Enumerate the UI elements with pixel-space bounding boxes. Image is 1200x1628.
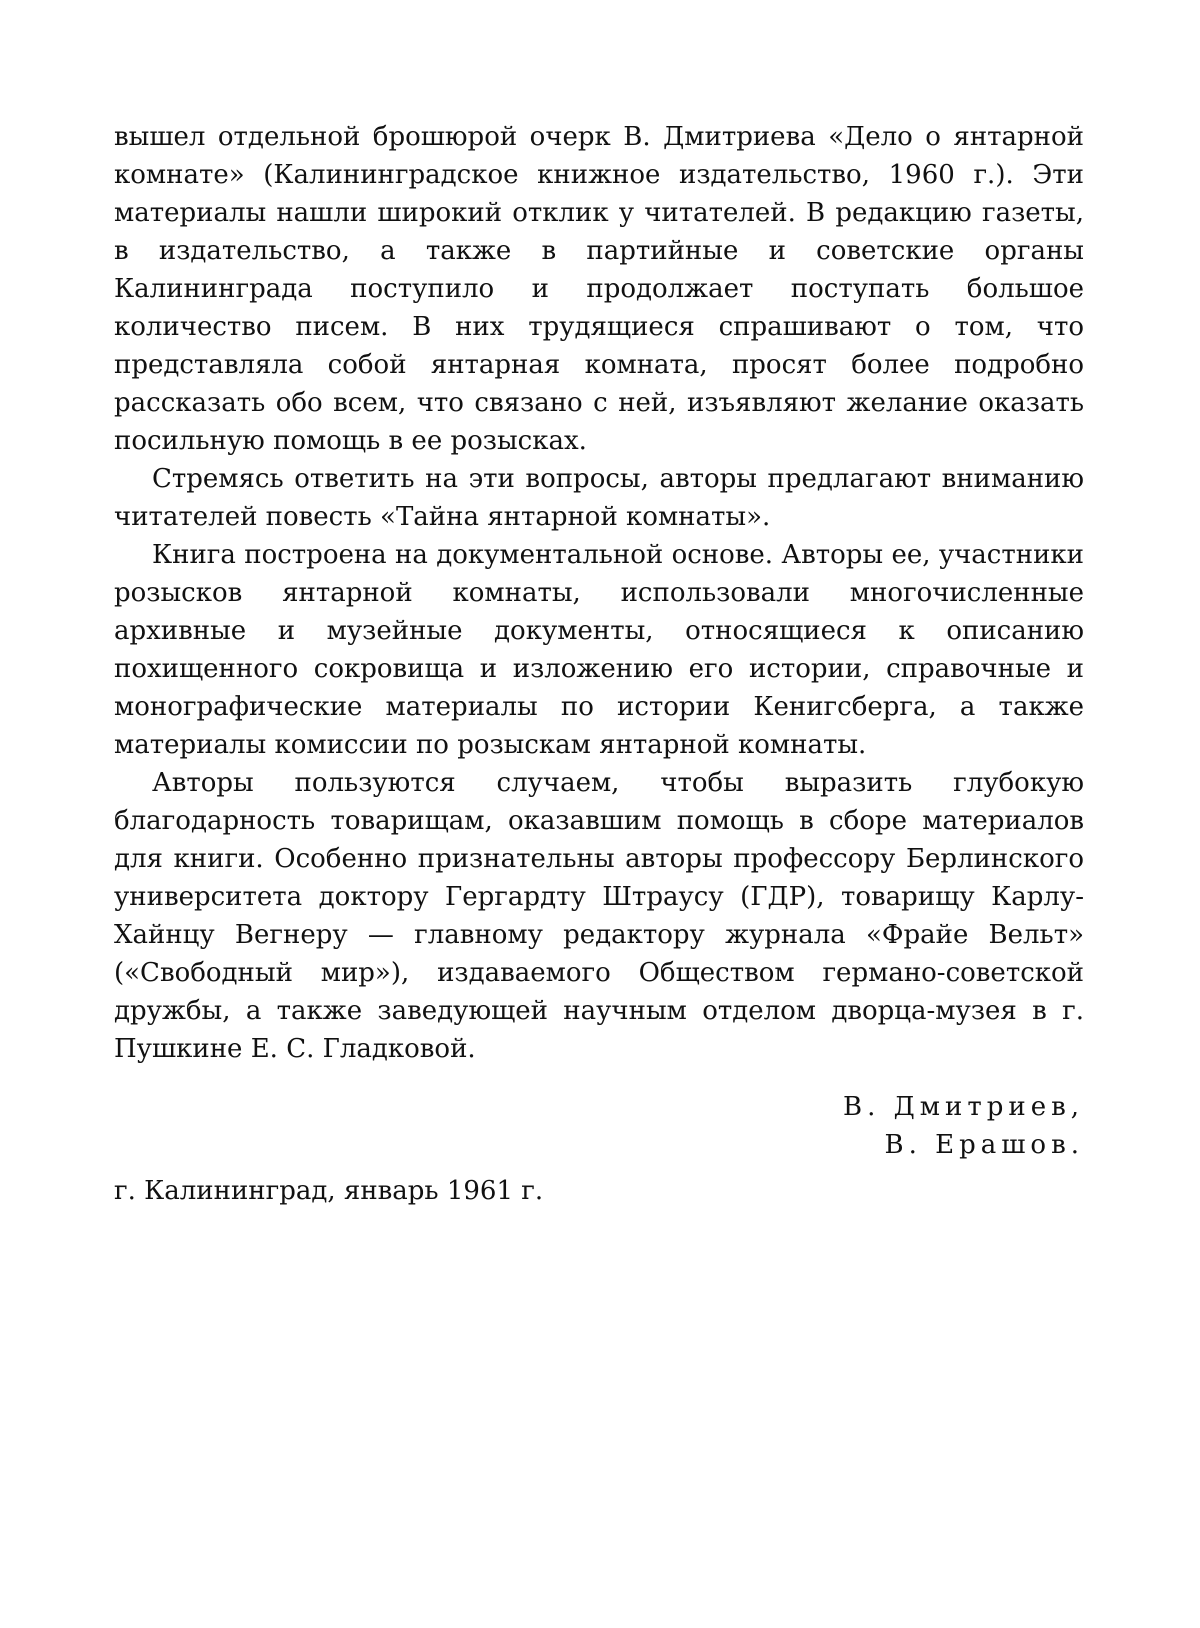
signature-dmitriev: В. Дмитриев, <box>843 1092 1084 1122</box>
author-signatures <box>114 1088 1084 1164</box>
signature-erashov: В. Ерашов. <box>884 1130 1084 1160</box>
paragraph-purpose: Стремясь ответить на эти вопросы, авторы предлагают вниманию читателей повесть «Тайна янтарной комнаты». <box>114 464 1084 532</box>
paragraph-continued-text: вышел отдельной брошюрой очерк В. Дмитриева «Дело о янтарной комнате» (Калининградское книжное издательство, 1960 г.). Эти материалы нашли широкий отклик у читателей. В редакцию газеты, в издательство, а также в партийные и советские органы Калининграда поступило и продолжает поступать большое количество писем. В них трудящиеся спрашивают о том, что представляла собой янтарная комната, просят более подробно рассказать обо всем, что связано с ней, изъявляют желание оказать посильную помощь в ее розысках. <box>114 122 1084 456</box>
paragraph-acknowledgements: Авторы пользуются случаем, чтобы выразить глубокую благодарность товарищам, оказавшим помощь в сборе материалов для книги. Особенно признательны авторы профессору Берлинского университета доктору Гергардту Штраусу (ГДР), товарищу Карлу-Хайнцу Вегнеру — главному редактору журнала «Фрайе Вельт» («Свободный мир»), издаваемого Обществом германо-советской дружбы, а также заведующей научным отделом дворца-музея в г. Пушкине Е. С. Гладковой. <box>114 768 1084 1064</box>
paragraph-documentary-basis: Книга построена на документальной основе. Авторы ее, участники розысков янтарной комнаты, использовали многочисленные архивные и музейные документы, относящиеся к описанию похищенного сокровища и изложению его истории, справочные и монографические материалы по истории Кенигсберга, а также материалы комиссии по розыскам янтарной комнаты. <box>114 540 1084 760</box>
place-and-date: г. Калининград, январь 1961 г. <box>114 1176 544 1206</box>
document-page <box>114 118 1084 1210</box>
